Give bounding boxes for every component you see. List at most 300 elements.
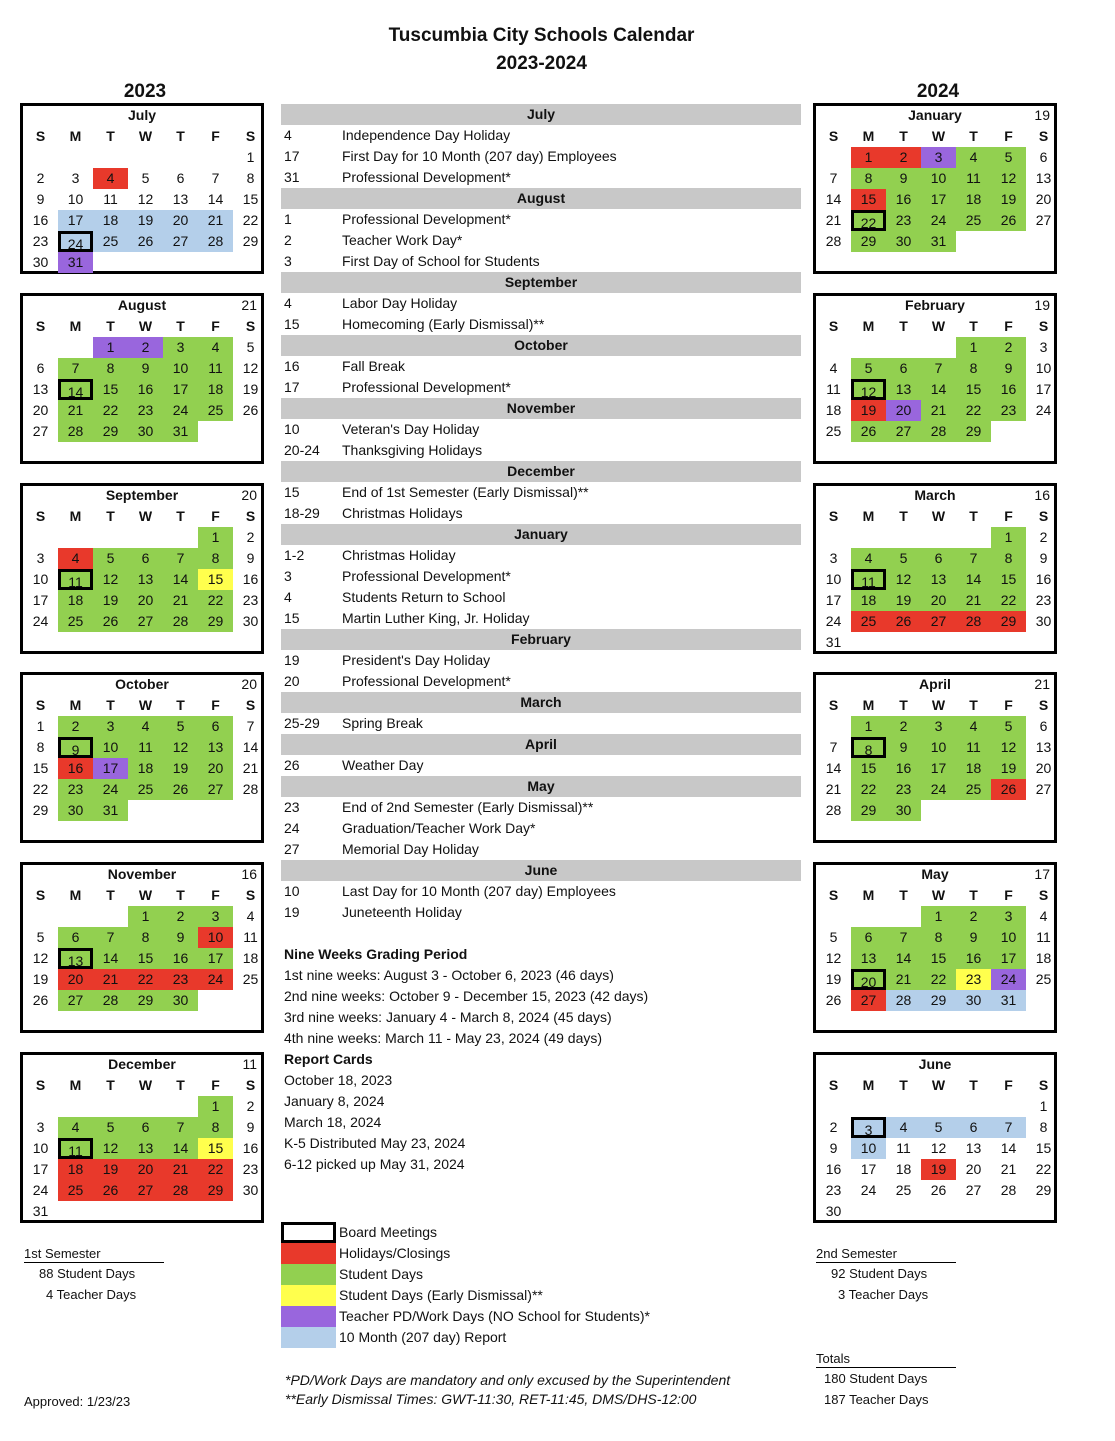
day-cell: 5: [246, 339, 255, 355]
day-cell: 7: [956, 548, 991, 569]
day-cell: 29: [198, 1180, 233, 1201]
day-cell: 23: [242, 592, 259, 608]
event-row: [281, 482, 801, 503]
weekday-header: S: [1038, 1077, 1049, 1093]
day-cell: [58, 147, 93, 168]
event-row: [281, 587, 801, 608]
day-cell: 15: [956, 379, 991, 400]
day-cell: 5: [93, 1117, 128, 1138]
day-cell: [1026, 990, 1061, 1011]
semester-1-student-days: 88 Student Days: [39, 1266, 136, 1281]
day-cell: 9: [886, 737, 921, 758]
day-cell: 23: [886, 210, 921, 231]
day-cell: [956, 527, 991, 548]
event-date: 10: [284, 883, 300, 899]
event-date: 25-29: [284, 715, 320, 731]
weekday-header: W: [138, 318, 153, 334]
day-cell: 26: [93, 1180, 128, 1201]
day-cell: 2: [829, 1119, 838, 1135]
day-cell: 8: [851, 737, 886, 758]
day-cell: 16: [58, 758, 93, 779]
day-cell: 30: [886, 231, 921, 252]
weekday-header: M: [862, 318, 875, 334]
weekday-header: F: [1004, 318, 1013, 334]
info-line: 4th nine weeks: March 11 - May 23, 2024 (49 days): [284, 1030, 603, 1046]
day-cell: [886, 527, 921, 548]
section-heading: Report Cards: [284, 1051, 373, 1067]
day-cell: 24: [921, 779, 956, 800]
day-cell: 14: [956, 569, 991, 590]
event-text: Veteran's Day Holiday: [342, 421, 480, 437]
day-cell: 24: [32, 1182, 49, 1198]
event-date: 20: [284, 673, 300, 689]
day-cell: 8: [851, 168, 886, 189]
day-cell: 17: [198, 948, 233, 969]
event-date: 15: [284, 316, 300, 332]
day-cell: [128, 800, 163, 821]
event-text: Labor Day Holiday: [342, 295, 458, 311]
day-cell: 30: [1035, 613, 1052, 629]
weekday-header: S: [1038, 887, 1049, 903]
event-row: [281, 881, 801, 902]
month-name: September: [105, 487, 179, 503]
weekday-header: F: [211, 1077, 220, 1093]
day-cell: [816, 527, 851, 548]
event-text: Professional Development*: [342, 568, 511, 584]
weekday-header: T: [899, 1077, 908, 1093]
weekday-header: S: [1038, 697, 1049, 713]
event-row: [281, 839, 801, 860]
day-cell: 6: [36, 360, 45, 376]
event-month-header: September: [281, 272, 801, 293]
weekday-header: T: [176, 318, 185, 334]
event-text: Professional Development*: [342, 379, 511, 395]
day-cell: 26: [991, 210, 1026, 231]
month-student-day-count: 16: [241, 866, 257, 882]
day-cell: 6: [198, 716, 233, 737]
day-cell: 6: [1039, 718, 1048, 734]
event-row: [281, 440, 801, 461]
day-cell: 29: [991, 611, 1026, 632]
event-date: 20-24: [284, 442, 320, 458]
day-cell: 18: [956, 189, 991, 210]
weekday-header: S: [828, 318, 839, 334]
day-cell: 8: [1039, 1119, 1048, 1135]
event-row: [281, 566, 801, 587]
day-cell: [886, 1096, 921, 1117]
day-cell: 26: [930, 1182, 947, 1198]
day-cell: 4: [128, 716, 163, 737]
day-cell: 10: [851, 1138, 886, 1159]
day-cell: 6: [851, 927, 886, 948]
month-name: July: [127, 107, 156, 123]
month-name: May: [921, 866, 949, 882]
month-student-day-count: 17: [1034, 866, 1050, 882]
day-cell: 11: [103, 191, 118, 207]
day-cell: 27: [886, 421, 921, 442]
weekday-header: S: [828, 697, 839, 713]
weekday-header: S: [245, 128, 256, 144]
day-cell: [23, 147, 58, 168]
day-cell: 27: [198, 779, 233, 800]
day-cell: 29: [921, 990, 956, 1011]
day-cell: 9: [956, 927, 991, 948]
day-cell: 10: [32, 571, 49, 587]
day-cell: 15: [32, 760, 49, 776]
note-early-dismissal: **Early Dismissal Times: GWT-11:30, RET-11:45, DMS/DHS-12:00: [285, 1391, 697, 1407]
day-cell: 27: [851, 990, 886, 1011]
weekday-header: S: [35, 697, 46, 713]
day-cell: 1: [198, 1096, 233, 1117]
legend-item: [281, 1222, 650, 1243]
event-text: Last Day for 10 Month (207 day) Employees: [342, 883, 616, 899]
day-cell: [163, 252, 198, 273]
legend-item: [281, 1306, 650, 1327]
weekday-header: T: [969, 508, 978, 524]
day-cell: 5: [991, 147, 1026, 168]
day-cell: [128, 1201, 163, 1222]
day-cell: 30: [825, 1203, 842, 1219]
day-cell: 25: [851, 611, 886, 632]
event-date: 1: [284, 211, 292, 227]
day-cell: 3: [93, 716, 128, 737]
day-cell: 26: [991, 779, 1026, 800]
day-cell: [58, 527, 93, 548]
day-cell: 1: [851, 716, 886, 737]
event-month-header: April: [281, 734, 801, 755]
info-line: 3rd nine weeks: January 4 - March 8, 2024 (45 days): [284, 1009, 612, 1025]
event-row: [281, 650, 801, 671]
weekday-header: F: [1004, 508, 1013, 524]
weekday-header: F: [211, 128, 220, 144]
section-heading: Nine Weeks Grading Period: [284, 946, 468, 962]
event-text: Independence Day Holiday: [342, 127, 511, 143]
day-cell: [851, 632, 886, 653]
day-cell: 7: [93, 927, 128, 948]
day-cell: 28: [163, 611, 198, 632]
month-name: December: [108, 1056, 176, 1072]
day-cell: 24: [198, 969, 233, 990]
event-month-header: May: [281, 776, 801, 797]
day-cell: 27: [1035, 781, 1052, 797]
day-cell: 9: [246, 550, 255, 566]
weekday-header: F: [1004, 697, 1013, 713]
month-student-day-count: 20: [241, 487, 257, 503]
day-cell: [991, 800, 1026, 821]
event-date: 17: [284, 148, 300, 164]
day-cell: [233, 800, 268, 821]
day-cell: 17: [921, 189, 956, 210]
day-cell: [851, 1201, 886, 1222]
event-row: [281, 713, 801, 734]
day-cell: 1: [93, 337, 128, 358]
day-cell: 17: [860, 1161, 877, 1177]
day-cell: [851, 906, 886, 927]
weekday-header: M: [862, 128, 875, 144]
day-cell: 20: [965, 1161, 982, 1177]
event-text: First Day of School for Students: [342, 253, 540, 269]
day-cell: 31: [93, 800, 128, 821]
day-cell: 9: [829, 1140, 838, 1156]
day-cell: 11: [243, 929, 258, 945]
day-cell: 19: [93, 590, 128, 611]
day-cell: 24: [93, 779, 128, 800]
day-cell: 23: [886, 779, 921, 800]
day-cell: 6: [128, 1117, 163, 1138]
day-cell: 12: [851, 379, 886, 400]
semester-2-teacher-days: 3 Teacher Days: [838, 1287, 929, 1302]
day-cell: [163, 527, 198, 548]
event-month-header: July: [281, 104, 801, 125]
day-cell: 28: [198, 231, 233, 252]
day-cell: [851, 1096, 886, 1117]
weekday-header: T: [899, 697, 908, 713]
day-cell: 26: [825, 992, 842, 1008]
legend-item: [281, 1264, 650, 1285]
day-cell: 5: [921, 1117, 956, 1138]
weekday-header: S: [35, 887, 46, 903]
day-cell: 12: [93, 1138, 128, 1159]
event-text: Professional Development*: [342, 673, 511, 689]
page-title: Tuscumbia City Schools Calendar: [388, 25, 695, 46]
day-cell: 18: [825, 402, 842, 418]
day-cell: [198, 1201, 233, 1222]
day-cell: 19: [886, 590, 921, 611]
weekday-header: M: [69, 318, 82, 334]
day-cell: 13: [886, 379, 921, 400]
day-cell: 8: [991, 548, 1026, 569]
day-cell: [991, 421, 1026, 442]
day-cell: 3: [71, 170, 80, 186]
day-cell: 3: [829, 550, 838, 566]
day-cell: 3: [1039, 339, 1048, 355]
weekday-header: T: [899, 318, 908, 334]
event-row: [281, 755, 801, 776]
day-cell: 8: [198, 548, 233, 569]
weekday-header: W: [138, 128, 153, 144]
day-cell: 9: [36, 191, 45, 207]
day-cell: 7: [991, 1117, 1026, 1138]
month-name: October: [115, 676, 169, 692]
day-cell: 9: [58, 737, 93, 758]
day-cell: 15: [921, 948, 956, 969]
day-cell: 24: [32, 613, 49, 629]
day-cell: 28: [825, 802, 842, 818]
weekday-header: F: [211, 697, 220, 713]
day-cell: 28: [242, 781, 259, 797]
day-cell: 10: [921, 737, 956, 758]
day-cell: 4: [198, 337, 233, 358]
day-cell: 21: [58, 400, 93, 421]
day-cell: 13: [58, 948, 93, 969]
legend-item: [281, 1285, 650, 1306]
day-cell: [816, 337, 851, 358]
event-text: Thanksgiving Holidays: [342, 442, 483, 458]
day-cell: 15: [1035, 1140, 1052, 1156]
day-cell: 26: [242, 402, 259, 418]
day-cell: 27: [128, 1180, 163, 1201]
day-cell: [58, 1096, 93, 1117]
weekday-header: M: [69, 1077, 82, 1093]
day-cell: 29: [93, 421, 128, 442]
day-cell: 23: [956, 969, 991, 990]
right-calendar-3: [813, 672, 1057, 843]
day-cell: [921, 632, 956, 653]
day-cell: 22: [991, 590, 1026, 611]
day-cell: 25: [93, 231, 128, 252]
day-cell: 10: [198, 927, 233, 948]
day-cell: 7: [211, 170, 220, 186]
weekday-header: T: [176, 887, 185, 903]
legend: [281, 1222, 650, 1348]
day-cell: 12: [163, 737, 198, 758]
day-cell: 19: [163, 758, 198, 779]
day-cell: 30: [242, 1182, 259, 1198]
weekday-header: W: [138, 887, 153, 903]
legend-label: Holidays/Closings: [339, 1245, 451, 1261]
day-cell: 28: [58, 421, 93, 442]
day-cell: 10: [32, 1140, 49, 1156]
day-cell: 17: [921, 758, 956, 779]
day-cell: 23: [163, 969, 198, 990]
day-cell: 10: [93, 737, 128, 758]
event-date: 3: [284, 253, 292, 269]
day-cell: 13: [965, 1140, 982, 1156]
day-cell: 31: [163, 421, 198, 442]
day-cell: 8: [36, 739, 45, 755]
event-row: [281, 818, 801, 839]
weekday-header: M: [69, 128, 82, 144]
day-cell: 13: [921, 569, 956, 590]
day-cell: 10: [1035, 360, 1052, 376]
weekday-header: T: [969, 697, 978, 713]
day-cell: 15: [128, 948, 163, 969]
day-cell: 15: [198, 569, 233, 590]
day-cell: 30: [956, 990, 991, 1011]
day-cell: 12: [32, 950, 49, 966]
left-calendar-4: [20, 862, 264, 1033]
day-cell: 11: [851, 569, 886, 590]
day-cell: 25: [242, 971, 259, 987]
event-text: Fall Break: [342, 358, 406, 374]
legend-label: Board Meetings: [339, 1224, 438, 1240]
event-text: Professional Development*: [342, 169, 511, 185]
day-cell: 22: [851, 210, 886, 231]
semester-2-title: 2nd Semester: [816, 1246, 956, 1263]
event-row: [281, 671, 801, 692]
day-cell: 15: [242, 191, 259, 207]
day-cell: 2: [886, 147, 921, 168]
info-line: K-5 Distributed May 23, 2024: [284, 1135, 466, 1151]
right-calendar-2: [813, 483, 1057, 654]
day-cell: 16: [242, 571, 259, 587]
day-cell: 11: [826, 381, 841, 397]
day-cell: [93, 147, 128, 168]
event-text: Students Return to School: [342, 589, 506, 605]
day-cell: 20: [198, 758, 233, 779]
day-cell: 19: [93, 1159, 128, 1180]
event-row: [281, 377, 801, 398]
day-cell: [956, 1201, 991, 1222]
weekday-header: W: [931, 1077, 946, 1093]
day-cell: 25: [198, 400, 233, 421]
weekday-header: W: [138, 1077, 153, 1093]
day-cell: 22: [93, 400, 128, 421]
day-cell: 15: [851, 758, 886, 779]
event-row: [281, 797, 801, 818]
page-subtitle: 2023-2024: [496, 53, 587, 74]
day-cell: 3: [851, 1117, 886, 1138]
day-cell: 14: [93, 948, 128, 969]
weekday-header: T: [969, 887, 978, 903]
event-month-header: February: [281, 629, 801, 650]
day-cell: 7: [58, 358, 93, 379]
weekday-header: T: [969, 128, 978, 144]
day-cell: 10: [921, 168, 956, 189]
event-date: 4: [284, 127, 292, 143]
semester-1-title: 1st Semester: [24, 1246, 164, 1263]
day-cell: [886, 337, 921, 358]
weekday-header: M: [862, 887, 875, 903]
event-date: 19: [284, 652, 300, 668]
month-name: November: [107, 866, 177, 882]
day-cell: 27: [965, 1182, 982, 1198]
day-cell: 12: [242, 360, 259, 376]
day-cell: 12: [93, 569, 128, 590]
day-cell: [851, 337, 886, 358]
day-cell: 20: [1035, 760, 1052, 776]
event-date: 15: [284, 610, 300, 626]
event-date: 19: [284, 904, 300, 920]
legend-item: [281, 1327, 650, 1348]
day-cell: 27: [1035, 212, 1052, 228]
day-cell: 29: [851, 231, 886, 252]
event-text: Martin Luther King, Jr. Holiday: [342, 610, 530, 626]
info-line: October 18, 2023: [284, 1072, 393, 1088]
day-cell: [956, 231, 991, 252]
event-date: 1-2: [284, 547, 305, 563]
day-cell: 8: [921, 927, 956, 948]
day-cell: 5: [886, 548, 921, 569]
day-cell: [163, 1096, 198, 1117]
day-cell: 23: [128, 400, 163, 421]
weekday-header: S: [245, 697, 256, 713]
day-cell: 1: [991, 527, 1026, 548]
day-cell: 11: [956, 168, 991, 189]
day-cell: 17: [93, 758, 128, 779]
day-cell: 1: [956, 337, 991, 358]
event-text: Christmas Holiday: [342, 547, 456, 563]
day-cell: 23: [242, 1161, 259, 1177]
day-cell: 12: [886, 569, 921, 590]
day-cell: 3: [198, 906, 233, 927]
event-row: [281, 209, 801, 230]
day-cell: [93, 906, 128, 927]
day-cell: 7: [886, 927, 921, 948]
day-cell: 6: [1039, 149, 1048, 165]
day-cell: 7: [163, 548, 198, 569]
day-cell: [58, 337, 93, 358]
day-cell: [1026, 1201, 1061, 1222]
day-cell: 15: [198, 1138, 233, 1159]
weekday-header: T: [106, 128, 115, 144]
day-cell: 12: [930, 1140, 947, 1156]
day-cell: [956, 800, 991, 821]
day-cell: 19: [128, 210, 163, 231]
day-cell: 14: [825, 760, 842, 776]
event-date: 10: [284, 421, 300, 437]
note-pd: *PD/Work Days are mandatory and only excused by the Superintendent: [285, 1372, 731, 1388]
